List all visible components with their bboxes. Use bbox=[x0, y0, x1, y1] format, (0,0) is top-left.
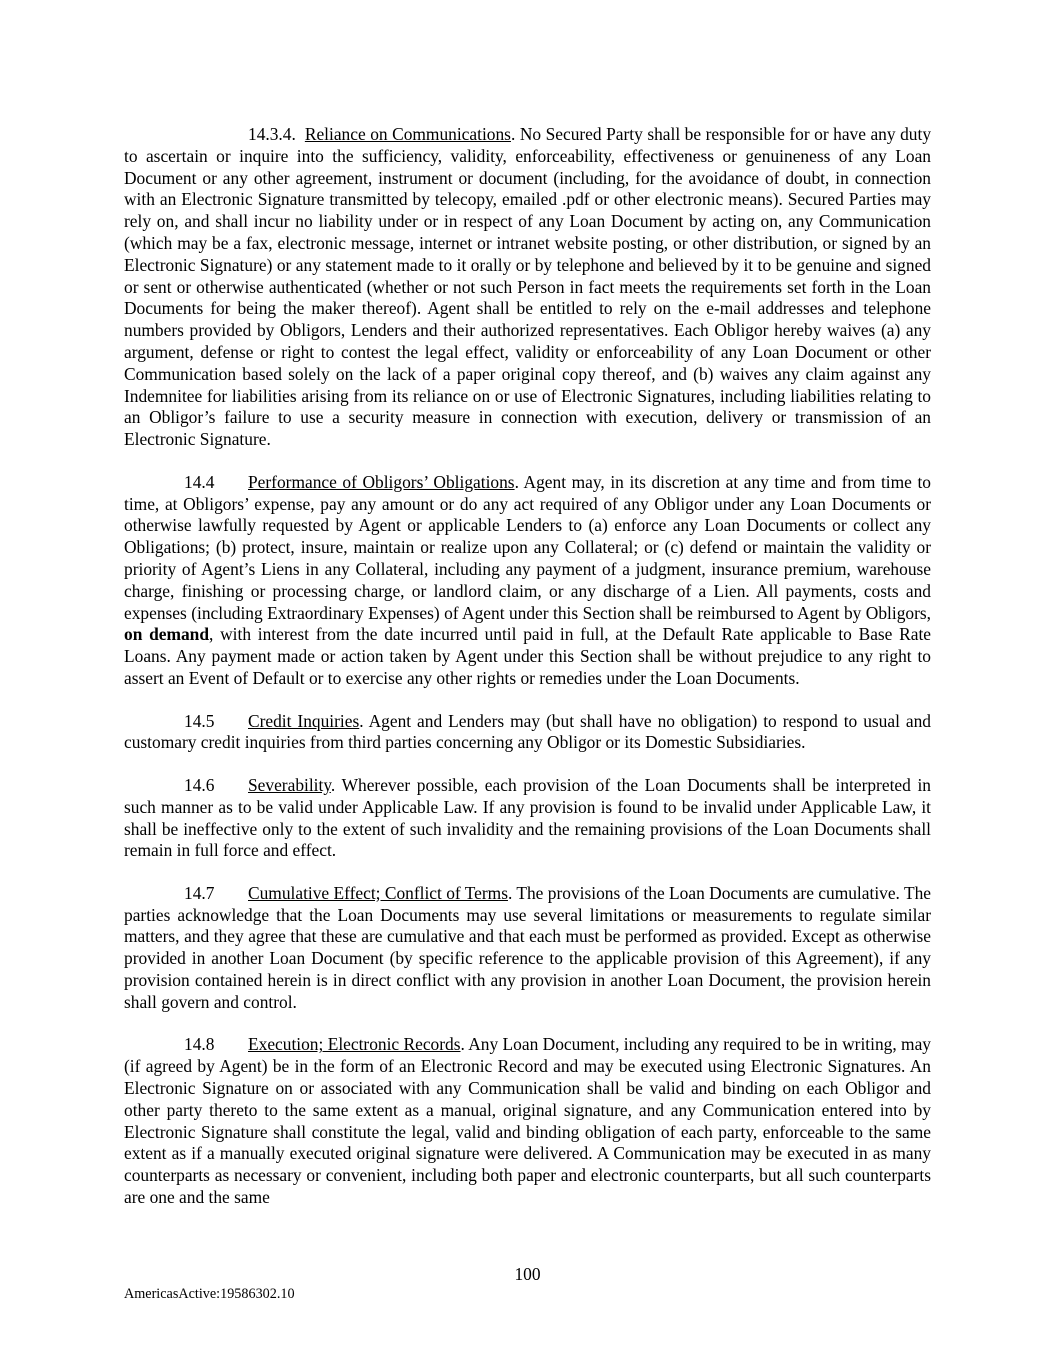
page-number: 100 bbox=[514, 1264, 541, 1284]
section-number: 14.7 bbox=[184, 882, 215, 903]
section-number: 14.5 bbox=[184, 710, 215, 731]
section-heading: Credit Inquiries bbox=[248, 710, 360, 731]
section-14-4 bbox=[124, 472, 931, 690]
section-number: 14.4 bbox=[184, 471, 215, 492]
section-text-bold: on demand bbox=[124, 624, 210, 645]
section-heading: Reliance on Communications bbox=[304, 124, 511, 144]
section-heading: Cumulative Effect; Conflict of Terms bbox=[248, 882, 508, 903]
section-14-3-4 bbox=[124, 124, 931, 451]
section-number: 14.8 bbox=[184, 1034, 215, 1055]
section-14-5 bbox=[124, 711, 931, 755]
section-text: . The provisions of the Loan Documents are cumulative. The parties acknowledge that the Loan Documents may use several limitations or measurements to regulate similar matters, and they agree that these are cumulative and that each must be performed as provided. Except as otherwise provided in another Loan Document (by specific reference to the applicable provision of this Agreement), if any provision contained herein is in direct conflict with any provision in another Loan Document, the provision herein shall govern and control. bbox=[124, 882, 931, 1012]
section-heading: Performance of Obligors’ Obligations bbox=[248, 471, 515, 492]
section-text: . No Secured Party shall be responsible for or have any duty to ascertain or inquire into the sufficiency, validity, enforceability, effectiveness or genuineness of any Loan Document or any other agreement, instrument or document (including, for the avoidance of doubt, in connection with an Electronic Signature transmitted by telecopy, emailed .pdf or other electronic means). Secured Parties may rely on, and shall incur no liability under or in respect of any Loan Document by acting on, any Communication (which may be a fax, electronic message, internet or intranet website posting, or other distribution, or signed by an Electronic Signature) or any statement made to it orally or by telephone and believed by it to be genuine and signed or sent or otherwise authenticated (whether or not such Person in fact meets the requirements set forth in the Loan Documents for being the maker thereof). Agent shall be entitled to rely on the e-mail addresses and telephone numbers provided by Obligors, Lenders and their authorized representatives. Each Obligor hereby waives (a) any argument, defense or right to contest the legal effect, validity or enforceability of any Loan Document or other Communication based solely on the lack of a paper original copy thereof, and (b) waives any claim against any Indemnitee for liabilities arising from its reliance on or use of Electronic Signatures, including liabilities relating to an Obligor’s failure to use a security measure in connection with execution, delivery or transmission of an Electronic Signature. bbox=[124, 124, 932, 450]
document-id: AmericasActive:19586302.10 bbox=[124, 1286, 295, 1302]
section-text: . Agent may, in its discretion at any time and from time to time, at Obligors’ expense, pay any amount or do any act required of any Obligor under any Loan Documents or otherwise lawfully requested by Agent or applicable Lenders to (a) enforce any Loan Documents or collect any Obligations; (b) protect, insure, maintain or realize upon any Collateral; or (c) defend or maintain the validity or priority of Agent’s Liens in any Collateral, including any payment of a judgment, insurance premium, warehouse charge, finishing or processing charge, or landlord claim, or any discharge of a Lien. All payments, costs and expenses (including Extraordinary Expenses) of Agent under this Section shall be reimbursed to Agent by Obligors, bbox=[124, 471, 931, 623]
section-text: . Any Loan Document, including any required to be in writing, may (if agreed by Agent) be in the form of an Electronic Record and may be executed using Electronic Signatures. An Electronic Signature on or associated with any Communication shall be valid and binding on each Obligor and other party thereto to the same extent as a manual, original signature, and any Communication entered into by Electronic Signature shall constitute the legal, valid and binding obligation of each party, enforceable to the same extent as if a manually executed original signature were delivered. A Communication may be executed in as many counterparts as necessary or convenient, including both paper and electronic counterparts, but all such counterparts are one and the same bbox=[124, 1034, 931, 1208]
section-text: , with interest from the date incurred until paid in full, at the Default Rate applicable to Base Rate Loans. Any payment made or action taken by Agent under this Section shall be without prejudice to any right to assert an Event of Default or to exercise any other rights or remedies under the Loan Documents. bbox=[124, 624, 932, 688]
section-number: 14.3.4. bbox=[248, 124, 296, 144]
document-body bbox=[124, 124, 931, 1230]
section-heading: Severability bbox=[248, 774, 331, 795]
section-text: . Wherever possible, each provision of the Loan Documents shall be interpreted in such manner as to be valid under Applicable Law. If any provision is found to be invalid under Applicable Law, it shall be ineffective only to the extent of such invalidity and the remaining provisions of the Loan Documents shall remain in full force and effect. bbox=[124, 774, 931, 861]
section-heading: Execution; Electronic Records bbox=[248, 1034, 461, 1055]
section-text: . Agent and Lenders may (but shall have no obligation) to respond to usual and customary credit inquiries from third parties concerning any Obligor or its Domestic Subsidiaries. bbox=[124, 710, 931, 753]
section-14-7 bbox=[124, 883, 931, 1014]
section-number: 14.6 bbox=[184, 774, 215, 795]
section-14-8 bbox=[124, 1034, 931, 1208]
section-14-6 bbox=[124, 775, 931, 862]
